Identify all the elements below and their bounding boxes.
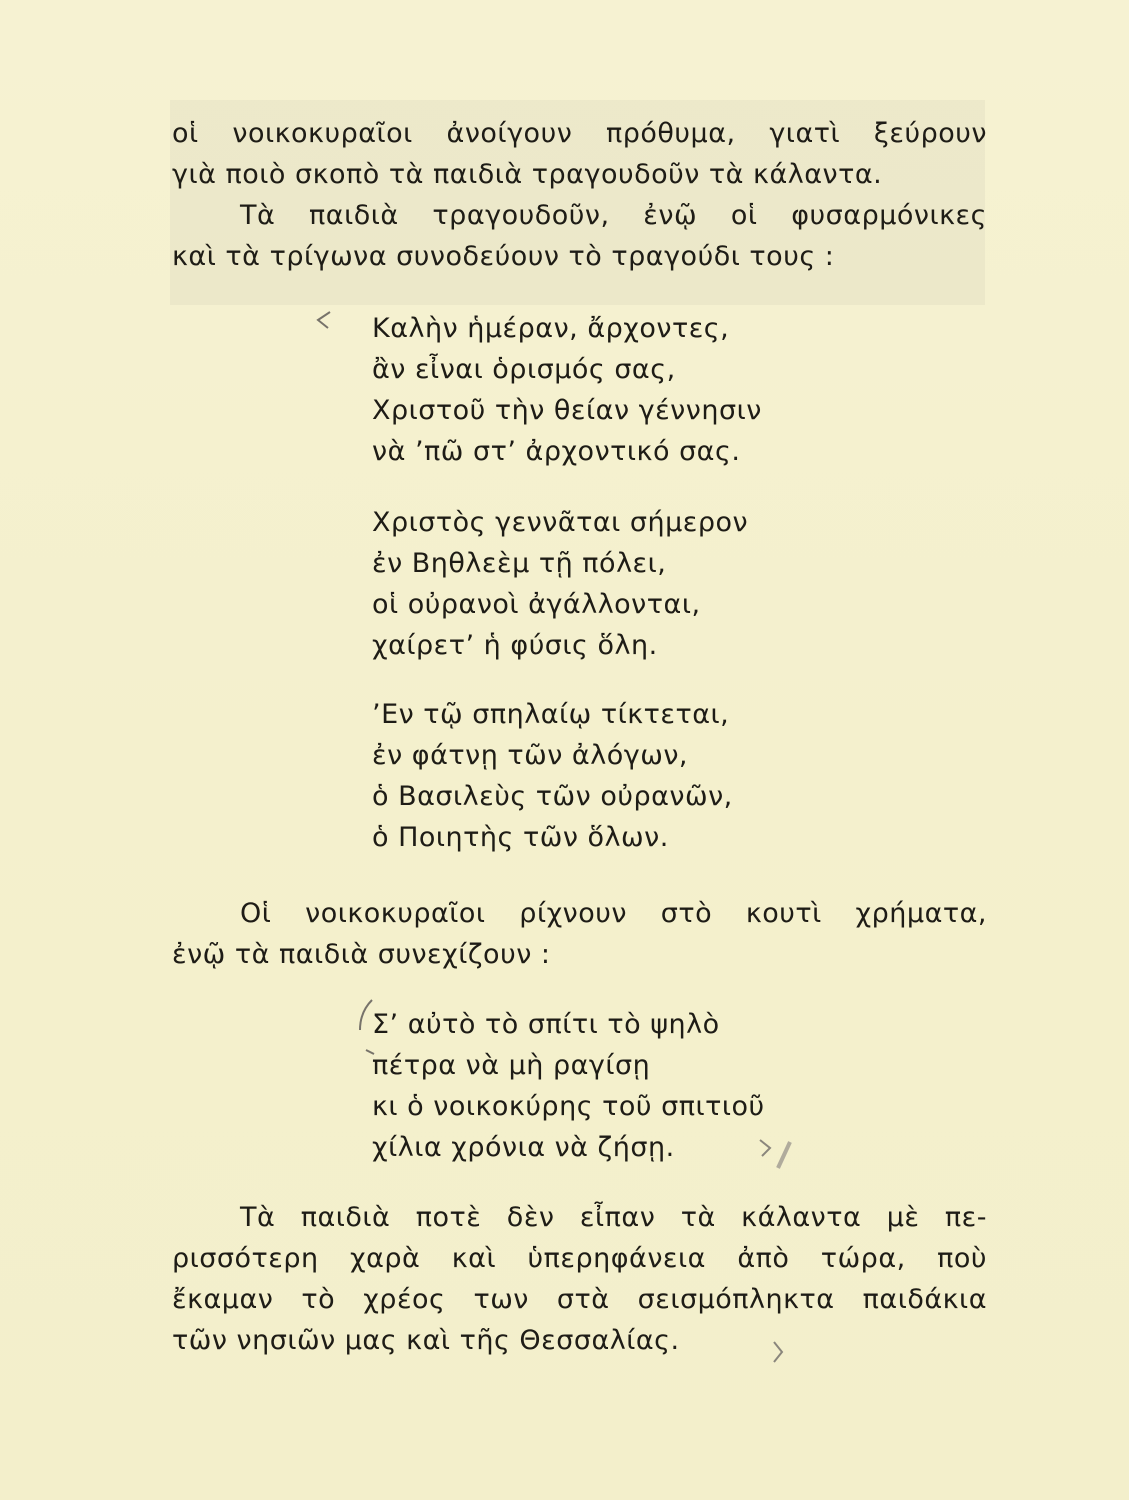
verse-line: ἐν φάτνῃ τῶν ἀλόγων,: [372, 740, 688, 771]
text-line: οἱ νοικοκυραῖοι ἀνοίγουν πρόθυμα, γιατὶ ξεύρουν: [172, 118, 987, 149]
text-line: ἔκαμαν τὸ χρέος των στὰ σεισμόπληκτα παιδάκια: [172, 1284, 987, 1315]
text-line: Τὰ παιδιὰ τραγουδοῦν, ἐνῷ οἱ φυσαρμόνικες: [240, 200, 987, 231]
verse-line: ’Εν τῷ σπηλαίῳ τίκτεται,: [372, 699, 730, 730]
verse-line: ὁ Βασιλεὺς τῶν οὐρανῶν,: [372, 781, 733, 812]
verse-line: ὁ Ποιητὴς τῶν ὅλων.: [372, 822, 669, 853]
text-line: ρισσότερη χαρὰ καὶ ὑπερηφάνεια ἀπὸ τώρα, ποὺ: [172, 1243, 987, 1274]
text-line: τῶν νησιῶν μας καὶ τῆς Θεσσαλίας.: [172, 1325, 680, 1356]
text-line: γιὰ ποιὸ σκοπὸ τὰ παιδιὰ τραγουδοῦν τὰ κάλαντα.: [172, 159, 883, 190]
verse-line: Σ’ αὐτὸ τὸ σπίτι τὸ ψηλὸ: [372, 1009, 720, 1040]
verse-line: νὰ ’πῶ στ’ ἀρχοντικό σας.: [372, 436, 741, 467]
verse-line: οἱ οὐρανοὶ ἀγάλλονται,: [372, 589, 701, 620]
verse-line: πέτρα νὰ μὴ ραγίσῃ: [372, 1050, 651, 1081]
text-line: Οἱ νοικοκυραῖοι ρίχνουν στὸ κουτὶ χρήματα,: [240, 898, 987, 929]
text-line: ἐνῷ τὰ παιδιὰ συνεχίζουν :: [172, 939, 551, 970]
text-line: καὶ τὰ τρίγωνα συνοδεύουν τὸ τραγούδι τους :: [172, 241, 835, 272]
verse-line: χίλια χρόνια νὰ ζήσῃ.: [372, 1132, 675, 1163]
verse-line: ἐν Βηθλεὲμ τῇ πόλει,: [372, 548, 667, 579]
verse-line: ἂν εἶναι ὁρισμός σας,: [372, 354, 676, 385]
text-line: Τὰ παιδιὰ ποτὲ δὲν εἶπαν τὰ κάλαντα μὲ πε-: [240, 1202, 987, 1233]
verse-line: Χριστὸς γεννᾶται σήμερον: [372, 507, 749, 538]
verse-line: Καλὴν ἡμέραν, ἄρχοντες,: [372, 313, 730, 344]
verse-line: Χριστοῦ τὴν θείαν γέννησιν: [372, 395, 762, 426]
verse-line: χαίρετ’ ἡ φύσις ὅλη.: [372, 630, 658, 661]
verse-line: κι ὁ νοικοκύρης τοῦ σπιτιοῦ: [372, 1091, 765, 1122]
